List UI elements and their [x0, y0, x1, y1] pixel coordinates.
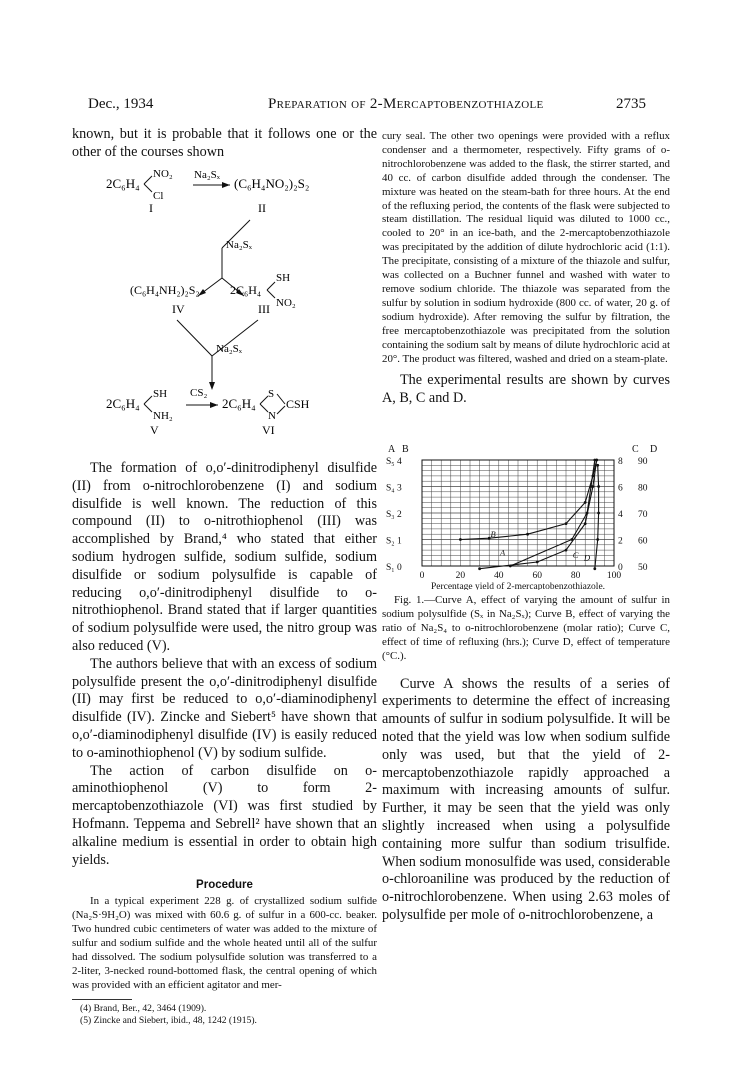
reaction-scheme: [72, 168, 377, 448]
sh-group-1: SH: [276, 272, 291, 284]
footnote-rule: [72, 999, 132, 1000]
product-V: 2C₆H₄: [106, 396, 140, 411]
series-point-D: [597, 512, 600, 515]
right-tick-label-D: 80: [638, 483, 648, 494]
curve-label-C: C: [572, 550, 579, 561]
right-tick-label-D: 60: [638, 536, 648, 547]
x-tick-label: 100: [606, 571, 622, 581]
series-point-B: [459, 538, 462, 541]
axis-letter-B: B: [402, 444, 409, 455]
series-point-D: [596, 464, 599, 467]
procedure-heading: Procedure: [196, 879, 253, 892]
reagent-3: Na₂Sₓ: [216, 343, 242, 355]
series-point-B: [526, 533, 529, 536]
paragraph-1: The formation of o,o′-dinitrodiphenyl disulfide (II) from o-nitrochlorobenzene (I) and sodium disulfide is well known. The reduction of this compound (II) to o-nitrothiophenol (III) was accomplished by Brand,⁴ who stated that either sodium hydrogen sulfide, sodium sulfide, sodium disulfide or sodium polysulfide is capable of reducing o,o′-dinitrodiphenyl disulfide to o-nitrothiophenol. Brand stated that if larger quantities of sodium polysulfide were used, the nitro group was also reduced (V).: [72, 460, 377, 654]
cl-group: Cl: [153, 190, 164, 202]
series-point-C: [565, 549, 568, 552]
reagent-cs2: CS₂: [190, 387, 208, 399]
left-tick-label: S₂ 1: [386, 536, 402, 547]
procedure-text: In a typical experiment 228 g. of crystallized sodium sulfide (Na₂S·9H₂O) was mixed with 60.6 g. of sulfur in a 600-cc. beaker. Two hundred cubic centimeters of water was added to the mixture of sulfur and sodium sulfide and the whole heated until all of the sulfur had dissolved. The sodium polysulfide solution was transferred to a 2-liter, 3-necked round-bottomed flask, the central opening of which was provided with an efficient agitator and mer-: [72, 895, 377, 991]
right-tick-label-C: 8: [618, 457, 623, 467]
series-point-B: [584, 501, 587, 504]
product-III: 2C₆H₄: [230, 283, 262, 297]
series-point-B: [565, 522, 568, 525]
running-header-title: Preparation of 2-Mercaptobenzothiazole: [268, 96, 544, 112]
sh-group-2: SH: [153, 388, 168, 400]
footnote-4: (4) Brand, Ber., 42, 3464 (1909).: [80, 1002, 207, 1014]
label-V: V: [150, 423, 159, 437]
running-header-date: Dec., 1934: [88, 96, 154, 112]
right-tick-label-C: 0: [618, 563, 623, 573]
product-IV: (C₆H₄NH₂)₂S₂: [130, 283, 200, 297]
figure-1-chart: [382, 442, 672, 590]
series-point-C: [536, 561, 539, 564]
x-tick-label: 60: [532, 571, 542, 581]
csh-group: CSH: [286, 397, 310, 411]
right-tick-label-C: 6: [618, 483, 623, 494]
x-tick-label: 0: [419, 571, 425, 581]
figure-caption: Fig. 1.—Curve A, effect of varying the amount of sulfur in sodium polysulfide (Sₓ in Na₂Sₓ); Curve B, effect of varying the ratio of Na₂S₄ to o-nitrochlorobenzene (molar ratio); Curve C, effect of time of refluxing (hrs.); Curve D, effect of temperature (°C.).: [382, 594, 670, 662]
x-tick-label: 80: [570, 571, 581, 581]
x-tick-label: 40: [494, 571, 504, 581]
page-number: 2735: [616, 96, 646, 112]
left-tick-label: S₄ 3: [386, 483, 402, 494]
label-III: III: [258, 302, 270, 316]
series-point-D: [593, 567, 596, 570]
left-tick-label: S₅ 4: [386, 457, 402, 467]
footnote-5: (5) Zincke and Siebert, ibid., 48, 1242 (1915).: [80, 1014, 257, 1026]
series-line-C: [480, 460, 597, 569]
curve-label-B: B: [490, 528, 496, 539]
x-axis-label: Percentage yield of 2-mercaptobenzothiazole.: [430, 582, 606, 590]
series-point-C: [584, 522, 587, 525]
label-IV: IV: [172, 302, 185, 316]
right-column: [382, 130, 670, 408]
no2-group-1: NO₂: [153, 168, 173, 180]
axis-letter-A: A: [388, 444, 396, 455]
discussion-paragraph: Curve A shows the results of a series of experiments to determine the effect of increasing amounts of sulfur in sodium polysulfide. It will be noted that the yield was low when sodium sulfide only was used, but that the yield of 2-mercaptobenzothiazole rapidly approached a maximum with increasing amounts of sulfur. Further, it may be seen that the yield was only slightly increased when using a polysulfide containing more sulfur than sodium trisulfide. When sodium monosulfide was used, considerable o-chloroaniline was produced by the reduction of o-nitrochlorobenzene. When using 2.63 moles of polysulfide per mole of o-nitrochlorobenzene, a: [382, 675, 670, 923]
series-point-D: [597, 485, 600, 488]
series-point-C: [478, 567, 481, 570]
intro-text: known, but it is probable that it follows one or the other of the courses shown: [72, 126, 377, 160]
figure-caption-block: [382, 594, 670, 925]
nh2-group: NH₂: [153, 410, 173, 422]
no2-group-2: NO₂: [276, 297, 296, 309]
series-point-D: [596, 538, 599, 541]
left-column-body: [72, 460, 377, 1027]
procedure-continued: cury seal. The other two openings were provided with a reflux condenser and a thermometer, respectively. Fifty grams of o-nitrochlorobenzene was added to the flask, the stirrer started, and 40 cc. of carbon disulfide added through the condenser. The mixture was heated on the steam-bath for three hours. At the end of the refluxing period, the contents of the flask were subjected to steam distillation. The residual liquid was diluted to 1000 cc., cooled to 20° in an ice-bath, and the 2-mercaptobenzothiazole was precipitated by the addition of dilute hydrochloric acid (1:1). The precipitate, consisting of a mixture of the thiazole and sulfur, was collected on a Buchner funnel and washed with water to remove sodium chloride. The thiazole was separated from the sulfur by solution in sodium hydroxide (800 cc. of water, 20 g. of sodium hydroxide). After removing the sulfur by filtration, the free mercaptobenzothiazole was precipitated from the solution containing the sodium salt by means of dilute hydrochloric acid at 20°. The product was filtered, washed and dried on a steam-plate.: [382, 130, 670, 365]
series-line-D: [595, 465, 599, 568]
product-II: (C₆H₄NO₂)₂S₂: [234, 176, 310, 191]
series-line-B: [460, 460, 596, 540]
right-tick-label-D: 90: [638, 457, 648, 467]
results-intro: The experimental results are shown by curves A, B, C and D.: [382, 372, 670, 407]
right-tick-label-D: 70: [638, 510, 648, 520]
label-I: I: [149, 201, 153, 215]
curve-label-D: D: [584, 552, 591, 563]
product-VI: 2C₆H₄: [222, 396, 256, 411]
axis-letter-D: D: [650, 444, 658, 455]
x-tick-label: 20: [455, 571, 466, 581]
label-VI: VI: [262, 423, 275, 437]
label-II: II: [258, 201, 266, 215]
paragraph-3: The action of carbon disulfide on o-aminothiophenol (V) to form 2-mercaptobenzothiazole (VI) was first studied by Hofmann. Teppema and Sebrell² have shown that an alkaline medium is essential in order to obtain high yields.: [72, 762, 377, 868]
right-tick-label-C: 2: [618, 536, 623, 547]
series-point-C: [595, 459, 598, 462]
paragraph-2: The authors believe that with an excess of sodium polysulfide present the o,o′-dinitrodiphenyl disulfide (II) may first be reduced to o,o′-diaminodiphenyl disulfide (IV). Zincke and Siebert⁵ have shown that o,o′-diaminodiphenyl disulfide (IV) is easily reduced to o-aminothiophenol (V) by sodium sulfide.: [72, 655, 377, 761]
left-tick-label: S₁ 0: [386, 563, 402, 573]
right-tick-label-D: 50: [638, 563, 648, 573]
right-tick-label-C: 4: [618, 510, 623, 520]
axis-letter-C: C: [632, 444, 639, 455]
left-column: [72, 126, 377, 162]
curve-label-A: A: [500, 547, 506, 558]
series-point-C: [592, 485, 595, 488]
reagent-2: Na₂Sₓ: [226, 239, 252, 251]
reagent-1: Na₂Sₓ: [194, 169, 220, 181]
ring-s: S: [268, 388, 275, 400]
reactant-I: 2C₆H₄: [106, 176, 140, 191]
left-tick-label: S₃ 2: [386, 510, 402, 520]
ring-n: N: [268, 410, 276, 422]
